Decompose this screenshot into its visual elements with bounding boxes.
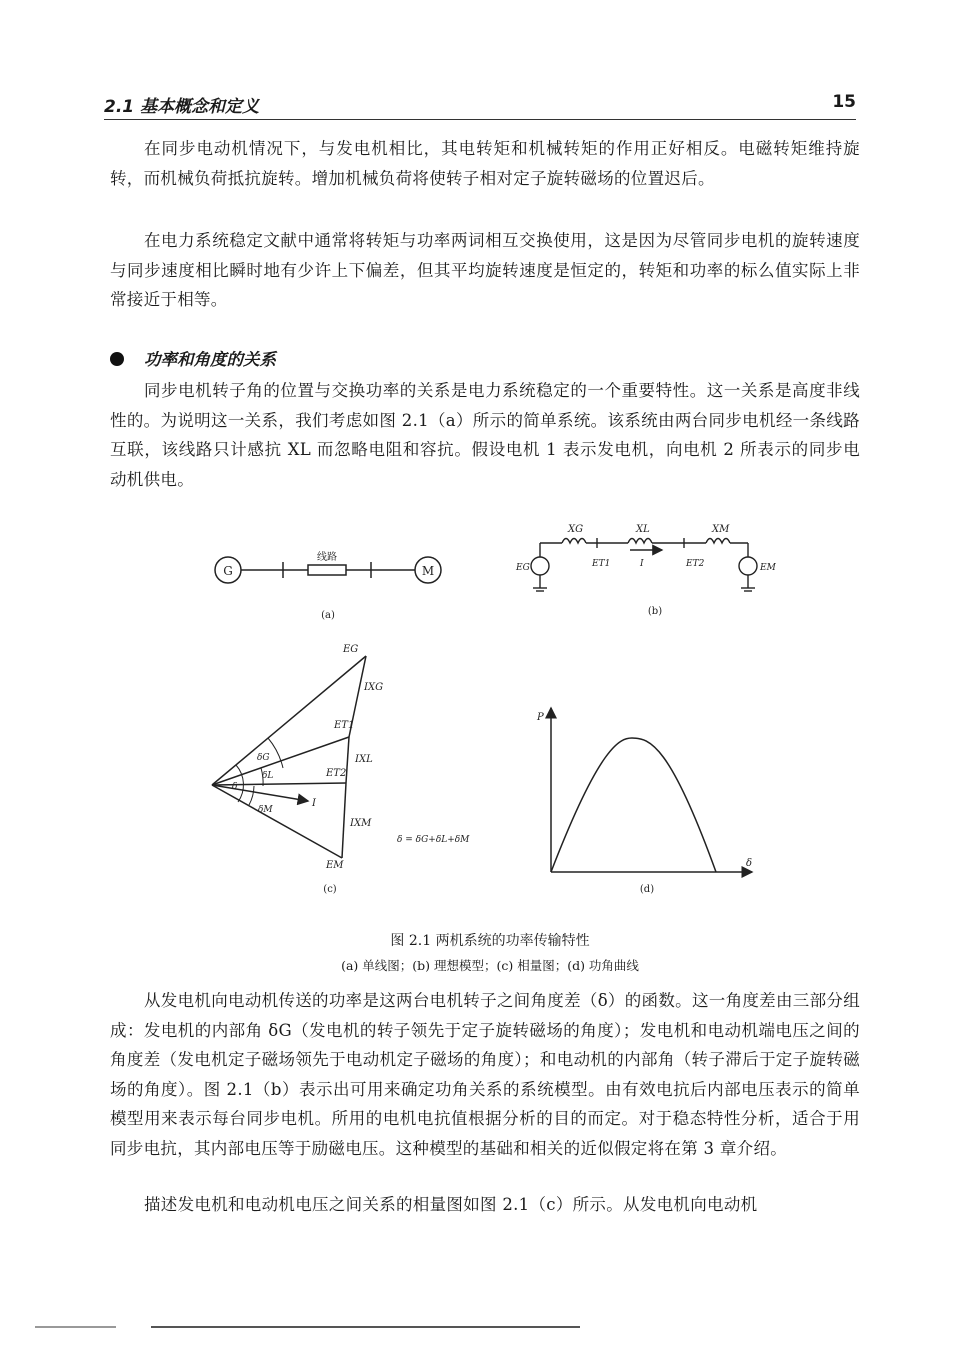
bullet-icon	[110, 352, 124, 366]
label-delta-m: δM	[258, 805, 273, 815]
label-xm: XM	[712, 524, 730, 535]
paragraph-1: 在同步电动机情况下，与发电机相比，其电转矩和机械转矩的作用正好相反。电磁转矩维持旋转，而机械负荷抵抗旋转。增加机械负荷将使转子相对定子旋转磁场的位置迟后。	[110, 139, 860, 188]
label-d: (d)	[639, 884, 655, 895]
figure-subcaption: (a) 单线图；(b) 理想模型；(c) 相量图；(d) 功角曲线	[341, 958, 639, 973]
subfigure-b	[531, 538, 757, 591]
phasor-ixm	[342, 783, 346, 858]
motor-label: M	[421, 564, 435, 578]
label-em-c: EM	[326, 860, 344, 871]
label-eg-b: EG	[516, 563, 530, 573]
label-b: (b)	[647, 606, 663, 617]
label-et1-c: ET1	[334, 720, 355, 731]
phasor-i	[212, 785, 308, 801]
label-i-b: I	[640, 559, 644, 569]
section-title: 功率和角度的关系	[144, 350, 276, 369]
label-et2-b: ET2	[686, 559, 705, 569]
gen-label: G	[223, 564, 233, 578]
figure-caption: 图 2.1 两机系统的功率传输特性	[390, 933, 590, 949]
source-eg	[531, 557, 549, 575]
running-header	[104, 92, 856, 116]
label-xl: XL	[636, 524, 650, 535]
page-number: 15	[832, 92, 856, 112]
label-xg: XG	[568, 524, 584, 535]
generator-symbol	[215, 557, 241, 583]
footer-rule	[35, 1326, 615, 1328]
phasor-em	[212, 785, 342, 858]
label-a: (a)	[321, 610, 335, 621]
section-heading	[110, 346, 276, 370]
reactor-xm	[706, 539, 730, 544]
reactor-xl	[628, 539, 652, 544]
paragraph-2: 在电力系统稳定文献中通常将转矩与功率两词相互交换使用，这是因为尽管同步电机的旋转速度与同步速度相比瞬时地有少许上下偏差，但其平均旋转速度是恒定的，转矩和功率的标么值实际上非常接近于相等。	[110, 231, 860, 309]
power-angle-curve	[551, 738, 716, 872]
label-delta-l: δL	[262, 771, 274, 781]
label-p: P	[537, 712, 544, 723]
phasor-ixg	[349, 656, 366, 737]
reactor-xg	[562, 539, 586, 544]
motor-symbol	[415, 557, 441, 583]
label-delta-axis: δ	[746, 858, 753, 869]
paragraph-3: 同步电机转子角的位置与交换功率的关系是电力系统稳定的一个重要特性。这一关系是高度非线性的。为说明这一关系，我们考虑如图 2.1（a）所示的简单系统。该系统由两台同步电机经一条线路互联，该线路只计感抗 XL 而忽略电阻和容抗。假设电机 1 表示发电机，向电机 2 所表示的同步电动机供电。	[110, 381, 860, 489]
subfigure-c	[212, 656, 366, 858]
paragraph-4: 从发电机向电动机传送的功率是这两台电机转子之间角度差（δ）的函数。这一角度差由三部分组成：发电机的内部角 δG（发电机的转子领先于定子旋转磁场的角度）；发电机和电动机端电压之间的角度差（发电机定子磁场领先于电动机定子磁场的角度）；和电动机的内部角（转子滞后于定子旋转磁场的角度）。图 2.1（b）表示出可用来确定功角关系的系统模型。由有效电抗后内部电压表示的简单模型用来表示每台同步电机。所用的电机电抗值根据分析的目的而定。对于稳态特性分析，适合于用同步电抗，其内部电压等于励磁电压。这种模型的基础和相关的近似假定将在第 3 章介绍。	[110, 991, 860, 1158]
label-delta-g: δG	[257, 753, 270, 763]
paragraph-5: 描述发电机和电动机电压之间关系的相量图如图 2.1（c）所示。从发电机向电动机	[144, 1195, 758, 1214]
subfigure-d	[551, 708, 752, 872]
line-symbol	[308, 565, 346, 575]
label-c: (c)	[323, 884, 337, 895]
source-em	[739, 557, 757, 575]
phasor-eg	[212, 656, 366, 785]
label-em-b: EM	[760, 563, 776, 573]
label-eg-c: EG	[343, 644, 359, 655]
header-rule	[104, 119, 856, 120]
label-et2-c: ET2	[326, 768, 347, 779]
section-header: 2.1 基本概念和定义	[104, 97, 260, 117]
phasor-et1	[212, 737, 349, 785]
label-delta: δ	[232, 782, 238, 792]
label-ixm: IXM	[350, 818, 372, 829]
line-label: 线路	[317, 552, 337, 563]
delta-equation: δ = δG+δL+δM	[397, 835, 470, 845]
label-ixl: IXL	[355, 754, 373, 765]
label-i-c: I	[312, 798, 316, 809]
subfigure-a	[215, 557, 441, 583]
label-et1-b: ET1	[592, 559, 611, 569]
phasor-et2	[212, 783, 346, 785]
label-ixg: IXG	[364, 682, 384, 693]
phasor-ixl	[346, 737, 349, 783]
